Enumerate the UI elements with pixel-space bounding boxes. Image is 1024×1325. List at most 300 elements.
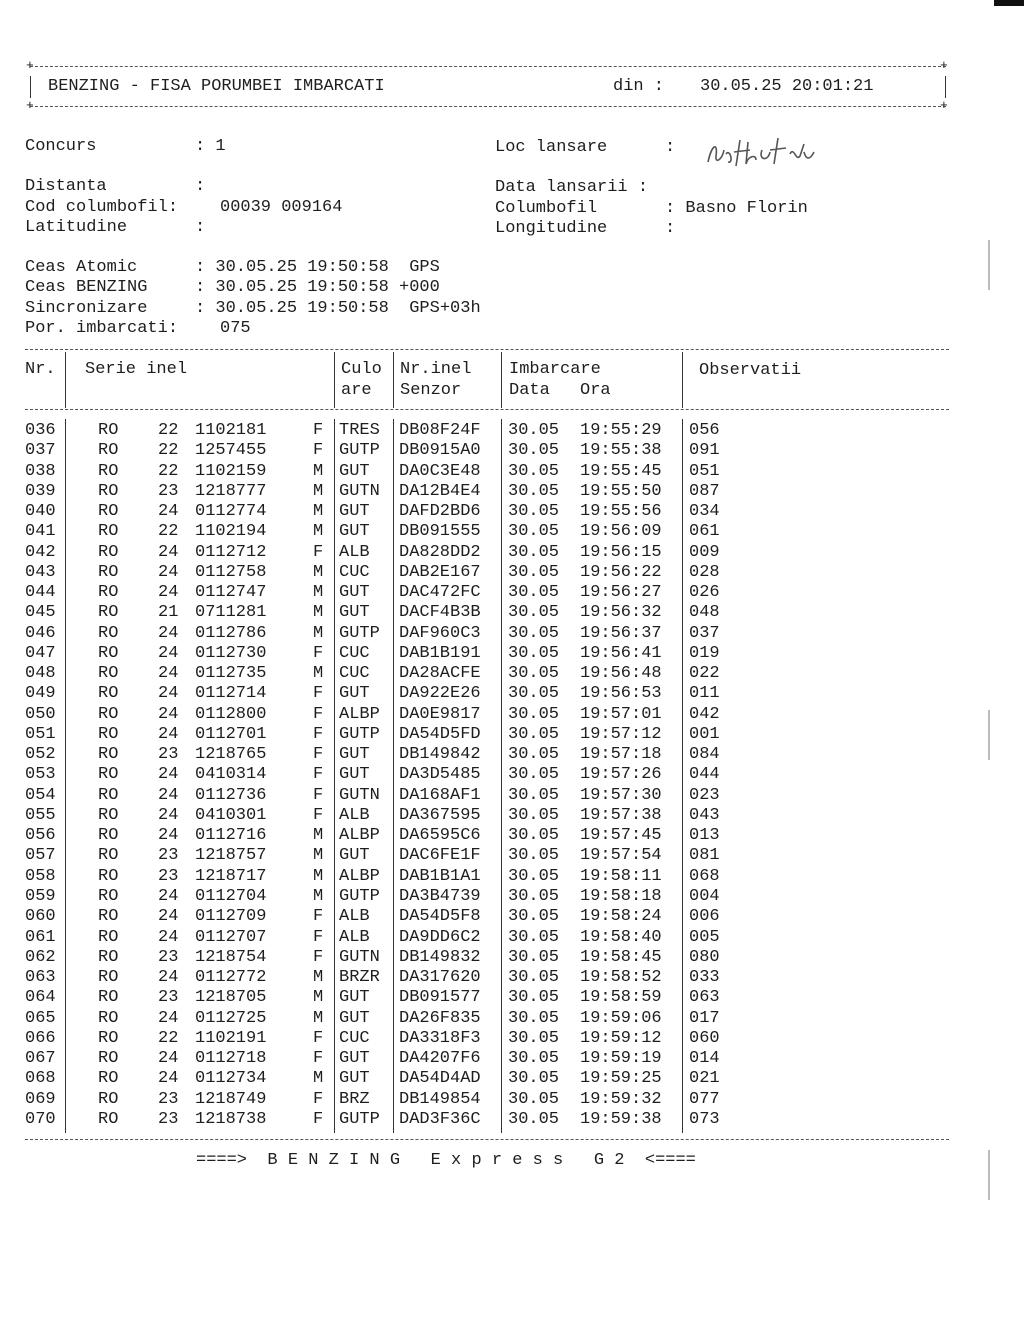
cell-year: 24 bbox=[158, 907, 179, 927]
table-row bbox=[0, 988, 1024, 1008]
cell-sex: F bbox=[313, 927, 324, 947]
cell-country: RO bbox=[98, 805, 119, 825]
cell-ring: 0711281 bbox=[195, 603, 267, 623]
cell-color: GUT bbox=[339, 461, 370, 481]
cell-date: 30.05 bbox=[508, 522, 560, 542]
table-row bbox=[0, 502, 1024, 522]
cell-color: GUTP bbox=[339, 724, 380, 744]
cell-sex: M bbox=[313, 968, 324, 988]
ceas-atomic-label: Ceas Atomic bbox=[25, 258, 138, 277]
cell-ring: 1102194 bbox=[195, 522, 267, 542]
table-row bbox=[0, 765, 1024, 785]
cell-country: RO bbox=[98, 441, 119, 461]
table-row bbox=[0, 725, 1024, 745]
cell-nr: 069 bbox=[25, 1089, 56, 1109]
cell-obs: 081 bbox=[689, 846, 720, 866]
cell-country: RO bbox=[98, 765, 119, 785]
cell-year: 24 bbox=[158, 542, 179, 562]
cell-country: RO bbox=[98, 968, 119, 988]
cell-sex: F bbox=[313, 785, 324, 805]
cell-nr: 054 bbox=[25, 785, 56, 805]
cell-sex: M bbox=[313, 664, 324, 684]
cell-country: RO bbox=[98, 583, 119, 603]
cell-date: 30.05 bbox=[508, 664, 560, 684]
cell-nr: 045 bbox=[25, 603, 56, 623]
cell-ring: 1218777 bbox=[195, 481, 267, 501]
cell-date: 30.05 bbox=[508, 643, 560, 663]
cell-year: 23 bbox=[158, 481, 179, 501]
table-top-border bbox=[25, 349, 949, 350]
footer-brand: ====> B E N Z I N G E x p r e s s G 2 <==== bbox=[196, 1151, 696, 1170]
table-row bbox=[0, 887, 1024, 907]
cell-ring: 0410314 bbox=[195, 765, 267, 785]
table-row bbox=[0, 786, 1024, 806]
cell-nr: 070 bbox=[25, 1109, 56, 1129]
cell-obs: 037 bbox=[689, 623, 720, 643]
cell-nr: 061 bbox=[25, 927, 56, 947]
table-row bbox=[0, 543, 1024, 563]
cell-time: 19:57:01 bbox=[580, 704, 662, 724]
cell-sensor: DB08F24F bbox=[399, 421, 481, 440]
cell-date: 30.05 bbox=[508, 1049, 560, 1069]
cell-sensor: DAD3F36C bbox=[399, 1109, 481, 1129]
cell-sensor: DB091555 bbox=[399, 522, 481, 542]
cell-nr: 055 bbox=[25, 805, 56, 825]
table-row bbox=[0, 948, 1024, 968]
cell-color: GUT bbox=[339, 522, 370, 542]
cell-date: 30.05 bbox=[508, 907, 560, 927]
cell-ring: 0410301 bbox=[195, 805, 267, 825]
cell-nr: 037 bbox=[25, 441, 56, 461]
cell-color: GUT bbox=[339, 765, 370, 785]
cell-time: 19:57:26 bbox=[580, 765, 662, 785]
cell-year: 24 bbox=[158, 1008, 179, 1028]
cell-sensor: DACF4B3B bbox=[399, 603, 481, 623]
cell-obs: 073 bbox=[689, 1109, 720, 1129]
cell-sex: F bbox=[313, 704, 324, 724]
cell-ring: 1257455 bbox=[195, 441, 267, 461]
cell-year: 23 bbox=[158, 866, 179, 886]
cell-obs: 042 bbox=[689, 704, 720, 724]
cell-sex: M bbox=[313, 623, 324, 643]
cell-time: 19:58:45 bbox=[580, 947, 662, 967]
cell-color: CUC bbox=[339, 562, 370, 582]
cod-columbofil-label: Cod columbofil: bbox=[25, 198, 179, 217]
cell-sensor: DA28ACFE bbox=[399, 664, 481, 684]
table-row bbox=[0, 928, 1024, 948]
cell-date: 30.05 bbox=[508, 421, 560, 440]
cell-nr: 056 bbox=[25, 826, 56, 846]
cell-ring: 0112786 bbox=[195, 623, 267, 643]
cell-obs: 084 bbox=[689, 745, 720, 765]
cell-country: RO bbox=[98, 643, 119, 663]
cell-time: 19:58:52 bbox=[580, 968, 662, 988]
cell-ring: 1218717 bbox=[195, 866, 267, 886]
cell-time: 19:59:12 bbox=[580, 1028, 662, 1048]
cell-year: 24 bbox=[158, 886, 179, 906]
cell-color: ALB bbox=[339, 907, 370, 927]
cell-ring: 0112730 bbox=[195, 643, 267, 663]
cell-sensor: DA26F835 bbox=[399, 1008, 481, 1028]
cell-year: 24 bbox=[158, 562, 179, 582]
cell-ring: 0112758 bbox=[195, 562, 267, 582]
table-bottom-border bbox=[25, 1139, 949, 1140]
cell-date: 30.05 bbox=[508, 684, 560, 704]
col-header-imbarcare: Imbarcare bbox=[509, 360, 601, 379]
cell-time: 19:56:41 bbox=[580, 643, 662, 663]
cell-obs: 021 bbox=[689, 1069, 720, 1089]
cell-date: 30.05 bbox=[508, 623, 560, 643]
cell-year: 24 bbox=[158, 1069, 179, 1089]
cell-color: TRES bbox=[339, 421, 380, 440]
cell-sensor: DAC6FE1F bbox=[399, 846, 481, 866]
table-row bbox=[0, 664, 1024, 684]
loc-lansare-label: Loc lansare bbox=[495, 138, 608, 157]
cell-year: 24 bbox=[158, 724, 179, 744]
cell-date: 30.05 bbox=[508, 866, 560, 886]
cell-color: GUT bbox=[339, 1008, 370, 1028]
cell-year: 24 bbox=[158, 502, 179, 522]
cell-sex: F bbox=[313, 805, 324, 825]
page-title: BENZING - FISA PORUMBEI IMBARCATI bbox=[48, 77, 385, 96]
cell-ring: 0112707 bbox=[195, 927, 267, 947]
cell-obs: 091 bbox=[689, 441, 720, 461]
cell-date: 30.05 bbox=[508, 1069, 560, 1089]
cell-obs: 060 bbox=[689, 1028, 720, 1048]
cell-color: GUT bbox=[339, 583, 370, 603]
cell-sensor: DA3D5485 bbox=[399, 765, 481, 785]
cell-date: 30.05 bbox=[508, 927, 560, 947]
cell-time: 19:57:54 bbox=[580, 846, 662, 866]
cell-obs: 023 bbox=[689, 785, 720, 805]
cell-date: 30.05 bbox=[508, 441, 560, 461]
cell-year: 23 bbox=[158, 988, 179, 1008]
cell-time: 19:58:18 bbox=[580, 886, 662, 906]
cell-obs: 043 bbox=[689, 805, 720, 825]
cell-sex: M bbox=[313, 886, 324, 906]
porumbei-imbarcati-label: Por. imbarcati: bbox=[25, 319, 179, 338]
cell-nr: 050 bbox=[25, 704, 56, 724]
table-row bbox=[0, 563, 1024, 583]
cell-color: GUT bbox=[339, 502, 370, 522]
cell-year: 24 bbox=[158, 927, 179, 947]
cell-obs: 034 bbox=[689, 502, 720, 522]
cell-obs: 077 bbox=[689, 1089, 720, 1109]
table-row bbox=[0, 624, 1024, 644]
cell-time: 19:56:32 bbox=[580, 603, 662, 623]
cell-color: GUT bbox=[339, 603, 370, 623]
cell-date: 30.05 bbox=[508, 1089, 560, 1109]
cell-color: GUT bbox=[339, 1049, 370, 1069]
table-row bbox=[0, 421, 1024, 441]
cell-color: GUTP bbox=[339, 1109, 380, 1129]
cell-nr: 049 bbox=[25, 684, 56, 704]
cell-obs: 017 bbox=[689, 1008, 720, 1028]
cell-sensor: DB149854 bbox=[399, 1089, 481, 1109]
cell-nr: 040 bbox=[25, 502, 56, 522]
cell-year: 24 bbox=[158, 583, 179, 603]
cell-obs: 006 bbox=[689, 907, 720, 927]
cell-year: 23 bbox=[158, 745, 179, 765]
cell-country: RO bbox=[98, 502, 119, 522]
cell-obs: 011 bbox=[689, 684, 720, 704]
table-row bbox=[0, 826, 1024, 846]
cell-obs: 056 bbox=[689, 421, 720, 440]
cell-date: 30.05 bbox=[508, 481, 560, 501]
table-row bbox=[0, 522, 1024, 542]
cell-country: RO bbox=[98, 866, 119, 886]
cell-country: RO bbox=[98, 684, 119, 704]
cell-color: ALB bbox=[339, 805, 370, 825]
cell-time: 19:56:27 bbox=[580, 583, 662, 603]
cell-ring: 0112772 bbox=[195, 968, 267, 988]
cell-sensor: DA4207F6 bbox=[399, 1049, 481, 1069]
cell-nr: 036 bbox=[25, 421, 56, 440]
col-header-ora: Ora bbox=[580, 381, 611, 400]
cell-date: 30.05 bbox=[508, 461, 560, 481]
cell-date: 30.05 bbox=[508, 502, 560, 522]
cell-time: 19:59:25 bbox=[580, 1069, 662, 1089]
cell-color: CUC bbox=[339, 664, 370, 684]
cell-nr: 057 bbox=[25, 846, 56, 866]
cell-sex: M bbox=[313, 1069, 324, 1089]
cell-year: 24 bbox=[158, 765, 179, 785]
cell-country: RO bbox=[98, 522, 119, 542]
cell-nr: 039 bbox=[25, 481, 56, 501]
cell-country: RO bbox=[98, 461, 119, 481]
cell-sex: F bbox=[313, 765, 324, 785]
cell-nr: 051 bbox=[25, 724, 56, 744]
cell-color: GUT bbox=[339, 745, 370, 765]
cell-sex: M bbox=[313, 846, 324, 866]
cell-country: RO bbox=[98, 826, 119, 846]
loc-lansare-sep: : bbox=[665, 138, 676, 157]
table-row bbox=[0, 1069, 1024, 1089]
longitudine-label: Longitudine bbox=[495, 219, 608, 238]
cell-sex: M bbox=[313, 461, 324, 481]
cell-time: 19:56:22 bbox=[580, 562, 662, 582]
cell-time: 19:56:48 bbox=[580, 664, 662, 684]
cell-nr: 052 bbox=[25, 745, 56, 765]
cell-sensor: DAC472FC bbox=[399, 583, 481, 603]
cell-sex: M bbox=[313, 988, 324, 1008]
cell-nr: 066 bbox=[25, 1028, 56, 1048]
table-row bbox=[0, 968, 1024, 988]
cell-sensor: DA828DD2 bbox=[399, 542, 481, 562]
cell-sensor: DA0E9817 bbox=[399, 704, 481, 724]
cell-year: 24 bbox=[158, 805, 179, 825]
table-row bbox=[0, 1029, 1024, 1049]
concurs-value: : 1 bbox=[195, 137, 226, 156]
latitudine-label: Latitudine bbox=[25, 218, 128, 237]
cell-obs: 009 bbox=[689, 542, 720, 562]
cell-date: 30.05 bbox=[508, 846, 560, 866]
cell-color: GUT bbox=[339, 1069, 370, 1089]
cell-color: CUC bbox=[339, 643, 370, 663]
cell-sex: F bbox=[313, 643, 324, 663]
cell-country: RO bbox=[98, 927, 119, 947]
cell-time: 19:55:56 bbox=[580, 502, 662, 522]
cell-ring: 1102191 bbox=[195, 1028, 267, 1048]
cell-ring: 1218738 bbox=[195, 1109, 267, 1129]
cell-time: 19:58:11 bbox=[580, 866, 662, 886]
cell-color: GUT bbox=[339, 846, 370, 866]
cell-time: 19:55:29 bbox=[580, 421, 662, 440]
cell-year: 24 bbox=[158, 968, 179, 988]
scan-mark bbox=[988, 240, 990, 290]
cell-country: RO bbox=[98, 542, 119, 562]
cell-sensor: DA12B4E4 bbox=[399, 481, 481, 501]
cell-date: 30.05 bbox=[508, 745, 560, 765]
cell-nr: 068 bbox=[25, 1069, 56, 1089]
cell-year: 24 bbox=[158, 643, 179, 663]
din-label: din : bbox=[613, 77, 665, 96]
cell-ring: 1218749 bbox=[195, 1089, 267, 1109]
cell-color: ALBP bbox=[339, 704, 380, 724]
cell-sensor: DB0915A0 bbox=[399, 441, 481, 461]
cell-sensor: DA168AF1 bbox=[399, 785, 481, 805]
columbofil-label: Columbofil bbox=[495, 199, 598, 218]
cell-sensor: DA54D5F8 bbox=[399, 907, 481, 927]
table-row bbox=[0, 1049, 1024, 1069]
table-row bbox=[0, 603, 1024, 623]
cell-date: 30.05 bbox=[508, 805, 560, 825]
concurs-label: Concurs bbox=[25, 137, 97, 156]
cell-year: 22 bbox=[158, 461, 179, 481]
cell-sex: M bbox=[313, 502, 324, 522]
cell-year: 21 bbox=[158, 603, 179, 623]
cell-ring: 0112704 bbox=[195, 886, 267, 906]
cell-country: RO bbox=[98, 724, 119, 744]
cell-nr: 058 bbox=[25, 866, 56, 886]
cell-country: RO bbox=[98, 846, 119, 866]
cell-nr: 038 bbox=[25, 461, 56, 481]
cell-country: RO bbox=[98, 421, 119, 440]
cell-year: 24 bbox=[158, 704, 179, 724]
handwritten-location-icon bbox=[706, 136, 826, 170]
cell-obs: 026 bbox=[689, 583, 720, 603]
cell-obs: 014 bbox=[689, 1049, 720, 1069]
cell-year: 23 bbox=[158, 846, 179, 866]
cell-sex: F bbox=[313, 542, 324, 562]
table-row bbox=[0, 806, 1024, 826]
cell-time: 19:59:38 bbox=[580, 1109, 662, 1129]
cell-time: 19:56:37 bbox=[580, 623, 662, 643]
cell-color: CUC bbox=[339, 1028, 370, 1048]
cell-obs: 068 bbox=[689, 866, 720, 886]
cell-sensor: DAF960C3 bbox=[399, 623, 481, 643]
cell-ring: 0112800 bbox=[195, 704, 267, 724]
cell-year: 24 bbox=[158, 684, 179, 704]
cell-year: 24 bbox=[158, 826, 179, 846]
cell-year: 24 bbox=[158, 623, 179, 643]
cell-sex: F bbox=[313, 724, 324, 744]
cell-ring: 1218754 bbox=[195, 947, 267, 967]
cell-ring: 1218705 bbox=[195, 988, 267, 1008]
cell-obs: 028 bbox=[689, 562, 720, 582]
cell-country: RO bbox=[98, 1008, 119, 1028]
cell-sex: F bbox=[313, 947, 324, 967]
col-header-nr: Nr. bbox=[25, 360, 56, 379]
cell-ring: 0112725 bbox=[195, 1008, 267, 1028]
cell-date: 30.05 bbox=[508, 826, 560, 846]
cell-sex: F bbox=[313, 441, 324, 461]
cell-time: 19:58:24 bbox=[580, 907, 662, 927]
cell-date: 30.05 bbox=[508, 704, 560, 724]
cell-color: GUTP bbox=[339, 623, 380, 643]
longitudine-value: : bbox=[665, 219, 676, 238]
cell-time: 19:55:38 bbox=[580, 441, 662, 461]
cell-ring: 1218757 bbox=[195, 846, 267, 866]
cell-country: RO bbox=[98, 745, 119, 765]
table-row bbox=[0, 1009, 1024, 1029]
cell-date: 30.05 bbox=[508, 562, 560, 582]
cell-sensor: DA6595C6 bbox=[399, 826, 481, 846]
col-header-serie: Serie inel bbox=[85, 360, 188, 379]
cell-ring: 1218765 bbox=[195, 745, 267, 765]
handwritten-signature bbox=[706, 136, 826, 176]
cell-nr: 060 bbox=[25, 907, 56, 927]
cell-sensor: DA317620 bbox=[399, 968, 481, 988]
cell-date: 30.05 bbox=[508, 785, 560, 805]
cell-sensor: DA367595 bbox=[399, 805, 481, 825]
distanta-value: : bbox=[195, 177, 206, 196]
cell-country: RO bbox=[98, 886, 119, 906]
cell-date: 30.05 bbox=[508, 603, 560, 623]
cell-nr: 062 bbox=[25, 947, 56, 967]
cell-year: 22 bbox=[158, 441, 179, 461]
print-datetime: 30.05.25 20:01:21 bbox=[700, 77, 874, 96]
col-header-culoare-2: are bbox=[341, 381, 372, 400]
cell-date: 30.05 bbox=[508, 1008, 560, 1028]
cell-ring: 0112734 bbox=[195, 1069, 267, 1089]
cell-year: 22 bbox=[158, 522, 179, 542]
cell-nr: 046 bbox=[25, 623, 56, 643]
header-bottom-border bbox=[30, 106, 946, 107]
cell-country: RO bbox=[98, 704, 119, 724]
cell-year: 24 bbox=[158, 785, 179, 805]
cell-obs: 061 bbox=[689, 522, 720, 542]
cell-time: 19:59:06 bbox=[580, 1008, 662, 1028]
cell-ring: 0112736 bbox=[195, 785, 267, 805]
cell-time: 19:59:19 bbox=[580, 1049, 662, 1069]
boarding-sheet-page: + + BENZING - FISA PORUMBEI IMBARCATI din : 30.05.25 20:01:21 + + Concurs : 1 Loc lansare : Distanta : Data lansarii : Cod columbofil: 00039 009164 Columbofil : Basno Florin Latitudine : Longitudine : Ceas Atomic : 30.05.25 19:50:58 GPS Ceas BENZING : 30.05.25 19:50:58 +000 Sincronizare : 30.05.25 19:50:58 GPS+03h Por. imbarcati: 075 Nr. Serie inel Culo are Nr.inel Senzor Imbarcare Data Ora Observatii 036 RO 22 1102181 F TRES DB08F24F 30.05 19:55:29 056 037 RO 22 1257455 F GUTP DB0915A0 30.05 19:55:38 091 038 RO 22 1102159 M GUT DA0C3E48 30.05 19:55:45 051 039 RO 23 1218777 M GUTN DA12B4E4 30.05 19:55:50 087 040 RO 24 0112774 M GUT DAFD2BD6 30.05 19:55:56 034 041 RO 22 1102194 M GUT DB091555 30.05 19:56:09 061 042 RO 24 0112712 F ALB DA828DD2 30.05 19:56:15 009 043 RO 24 0112758 M CUC DAB2E167 30.05 19:56:22 028 044 RO 24 0112747 M GUT DAC472FC 30.05 19:56:27 026 045 RO 21 0711281 M GUT DACF4B3B 30.05 19:56:32 048 046 RO 24 0112786 M GUTP DAF960C3 30.05 19:56:37 037 047 RO 24 0112730 F CUC DAB1B191 30.05 19:56:41 019 048 RO 24 0112735 M CUC DA28ACFE 30.05 19:56:48 022 049 RO 24 0112714 F GUT DA922E26 30.05 19:56:53 011 050 RO 24 0112800 F ALBP DA0E9817 30.05 19:57:01 042 051 RO 24 0112701 F GUTP DA54D5FD 30.05 19:57:12 001 052 RO 23 1218765 F GUT DB149842 30.05 19:57:18 084 053 RO 24 0410314 F GUT DA3D5485 30.05 19:57:26 044 054 RO 24 0112736 F GUTN DA168AF1 30.05 19:57:30 023 055 RO 24 0410301 F ALB DA367595 30.05 19:57:38 043 056 RO 24 0112716 M ALBP DA6595C6 30.05 19:57:45 013 057 RO 23 1218757 M GUT DAC6FE1F 30.05 19:57:54 081 058 RO 23 1218717 M ALBP DAB1B1A1 30.05 19:58:11 068 059 RO 24 0112704 M GUTP DA3B4739 30.05 19:58:18 004 060 RO 24 0112709 F ALB DA54D5F8 30.05 19:58:24 006 061 RO 24 0112707 F ALB DA9DD6C2 30.05 19:58:40 005 062 RO 23 1218754 F GUTN DB149832 30.05 19:58:45 080 063 RO 24 0112772 M BRZR DA317620 30.05 19:58:52 033 064 RO 23 1218705 M GUT DB091577 30.05 19:58:59 063 065 RO 24 0112725 M GUT DA26F835 30.05 19:59:06 017 066 RO 22 1102191 F CUC DA3318F3 30.05 19:59:12 060 067 RO 24 0112718 F GUT DA4207F6 30.05 19:59:19 014 068 RO 24 0112734 M GUT DA54D4AD 30.05 19:59:25 021 069 RO 23 1218749 F BRZ DB149854 30.05 19:59:32 077 070 RO 23 1218738 F GUTP DAD3F36C 30.05 19:59:38 073 ====> B E N Z I N G E x p r e s s G 2 <==== bbox=[0, 0, 1024, 1325]
cell-sex: F bbox=[313, 1109, 324, 1129]
cod-columbofil-value: 00039 009164 bbox=[220, 198, 343, 217]
cell-date: 30.05 bbox=[508, 583, 560, 603]
cell-nr: 067 bbox=[25, 1049, 56, 1069]
cell-time: 19:56:15 bbox=[580, 542, 662, 562]
cell-color: ALB bbox=[339, 927, 370, 947]
cell-ring: 0112709 bbox=[195, 907, 267, 927]
cell-country: RO bbox=[98, 947, 119, 967]
sincronizare-label: Sincronizare bbox=[25, 299, 148, 318]
cell-sex: F bbox=[313, 907, 324, 927]
cell-ring: 0112716 bbox=[195, 826, 267, 846]
cell-nr: 063 bbox=[25, 968, 56, 988]
cell-obs: 087 bbox=[689, 481, 720, 501]
ceas-benzing-value: : 30.05.25 19:50:58 +000 bbox=[195, 278, 440, 297]
cell-country: RO bbox=[98, 1109, 119, 1129]
cell-obs: 044 bbox=[689, 765, 720, 785]
cell-obs: 004 bbox=[689, 886, 720, 906]
cell-date: 30.05 bbox=[508, 1028, 560, 1048]
scan-mark bbox=[988, 710, 990, 760]
cell-date: 30.05 bbox=[508, 1109, 560, 1129]
cell-nr: 065 bbox=[25, 1008, 56, 1028]
cell-nr: 043 bbox=[25, 562, 56, 582]
cell-sensor: DB149832 bbox=[399, 947, 481, 967]
